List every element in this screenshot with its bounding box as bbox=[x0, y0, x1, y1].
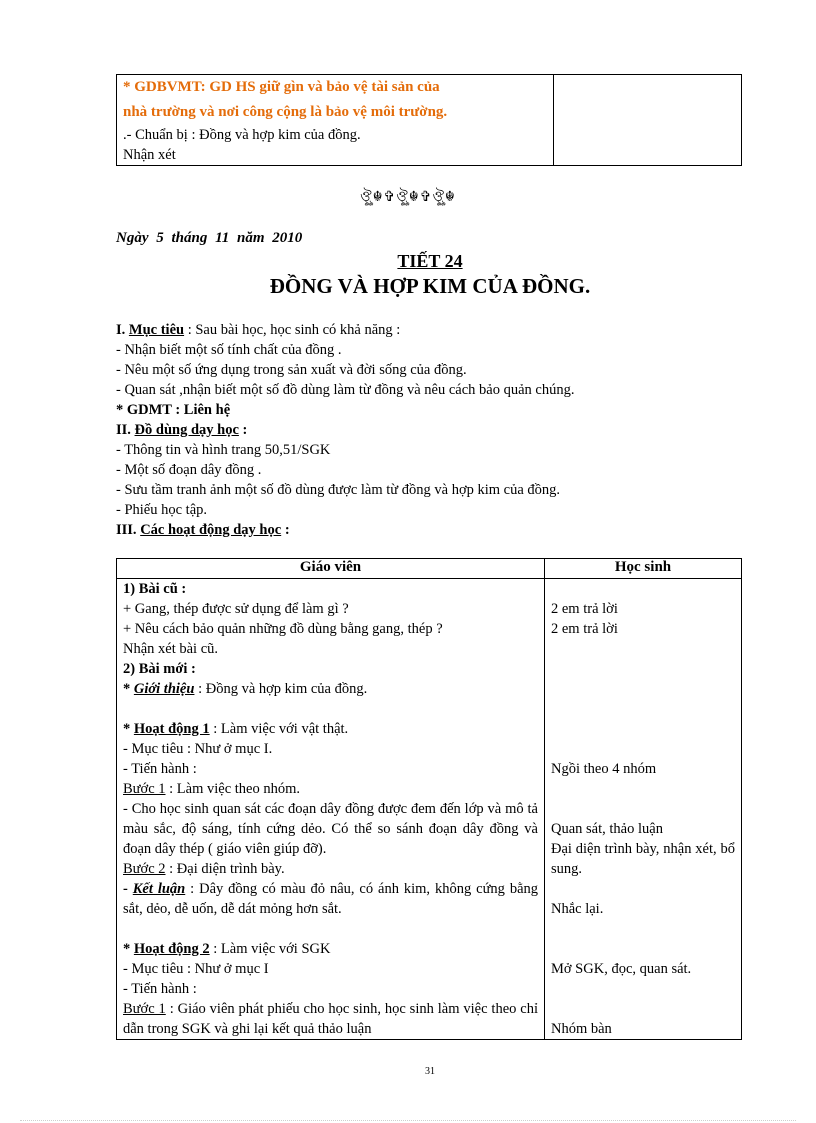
section-colon: : bbox=[284, 522, 290, 538]
section-activities-heading bbox=[116, 520, 756, 540]
section-title: Mục tiêu bbox=[128, 322, 185, 338]
student-line: Mở SGK, đọc, quan sát. bbox=[551, 961, 692, 977]
teacher-cell bbox=[117, 579, 545, 1040]
section-number: III. bbox=[116, 522, 137, 538]
lesson-body bbox=[116, 320, 756, 540]
teacher-column-header: Giáo viên bbox=[117, 559, 545, 579]
section-title: Các hoạt động dạy học bbox=[140, 522, 282, 538]
student-line: Đại diện trình bày, nhận xét, bổ sung. bbox=[551, 841, 735, 877]
new-lesson-heading: 2) Bài mới : bbox=[123, 661, 196, 677]
gdbvmt-line-1: * GDBVMT: GD HS giữ gìn và bảo vệ tài sản của bbox=[123, 79, 440, 95]
teacher-line: Nhận xét bài cũ. bbox=[123, 641, 219, 657]
ornament-divider: ঔৣ☬✞ঔৣ☬✞ঔৣ☬ bbox=[360, 190, 456, 205]
step-line: Bước 1 : Giáo viên phát phiếu cho học sinh, học sinh làm việc theo chỉ dẫn trong SGK và ghi lại kết quả thảo luận bbox=[123, 1001, 538, 1037]
section-objectives-heading bbox=[116, 320, 756, 340]
teacher-line: + Nêu cách bảo quản những đồ dùng bằng gang, thép ? bbox=[123, 621, 443, 637]
objective-item: - Quan sát ,nhận biết một số đồ dùng làm từ đồng và nêu cách bảo quản chúng. bbox=[116, 382, 575, 398]
section-intro: : Sau bài học, học sinh có khả năng : bbox=[187, 322, 401, 338]
lesson-number: TIẾT 24 bbox=[397, 251, 463, 271]
section-number: I. bbox=[116, 322, 126, 338]
student-line: Quan sát, thảo luận bbox=[551, 821, 663, 837]
teacher-line: - Cho học sinh quan sát các đoạn dây đồng được đem đến lớp và mô tả màu sắc, độ sáng, tính cứng dẻo. Có thể so sánh đoạn dây đồng và đoạn dây thép ( giáo viên giúp đỡ). bbox=[123, 801, 538, 857]
conclusion-line: - Kết luận : Dây đồng có màu đỏ nâu, có ánh kim, không cứng bằng sắt, dẻo, dễ uốn, dễ dát mỏng hơn sắt. bbox=[123, 881, 539, 917]
material-item: - Một số đoạn dây đồng . bbox=[116, 462, 262, 478]
page-number: 31 bbox=[425, 1066, 435, 1077]
lesson-title: ĐỒNG VÀ HỢP KIM CỦA ĐỒNG. bbox=[269, 274, 591, 298]
student-line: 2 em trả lời bbox=[551, 601, 618, 617]
objective-item: - Nêu một số ứng dụng trong sản xuất và đời sống của đồng. bbox=[116, 362, 467, 378]
section-number: II. bbox=[116, 422, 131, 438]
date-line: Ngày 5 tháng 11 năm 2010 bbox=[116, 230, 303, 246]
teacher-line: - Mục tiêu : Như ở mục I bbox=[123, 961, 269, 977]
review-line: Nhận xét bbox=[123, 147, 176, 163]
teacher-line: - Mục tiêu : Như ở mục I. bbox=[123, 741, 273, 757]
activity-2-heading: * Hoạt động 2 : Làm việc với SGK bbox=[123, 941, 331, 957]
table-row bbox=[117, 579, 742, 1040]
section-title: Đồ dùng dạy học bbox=[134, 422, 239, 438]
previous-lesson-right-cell bbox=[554, 75, 742, 166]
student-line: Ngồi theo 4 nhóm bbox=[551, 761, 657, 777]
prepare-line: .- Chuẩn bị : Đồng và hợp kim của đồng. bbox=[123, 127, 361, 143]
student-line: 2 em trả lời bbox=[551, 621, 618, 637]
student-line: Nhắc lại. bbox=[551, 901, 604, 917]
old-lesson-heading: 1) Bài cũ : bbox=[123, 581, 187, 597]
gdbvmt-note bbox=[123, 75, 547, 125]
student-cell bbox=[545, 579, 742, 1040]
section-materials-heading bbox=[116, 420, 756, 440]
student-column-header: Học sinh bbox=[545, 559, 742, 579]
activity-1-heading: * Hoạt động 1 : Làm việc với vật thật. bbox=[123, 721, 349, 737]
student-line: Nhóm bàn bbox=[551, 1021, 612, 1037]
teacher-line: + Gang, thép được sử dụng để làm gì ? bbox=[123, 601, 349, 617]
previous-lesson-table bbox=[116, 74, 742, 166]
previous-lesson-left-cell bbox=[117, 75, 554, 166]
gdbvmt-line-2: nhà trường và nơi công cộng là bảo vệ môi trường. bbox=[123, 104, 448, 120]
activities-table bbox=[116, 558, 742, 1040]
gdmt-note: * GDMT : Liên hệ bbox=[116, 402, 231, 418]
step-line: Bước 2 : Đại diện trình bày. bbox=[123, 861, 285, 877]
section-colon: : bbox=[242, 422, 248, 438]
material-item: - Sưu tầm tranh ảnh một số đồ dùng được làm từ đồng và hợp kim của đồng. bbox=[116, 482, 561, 498]
objective-item: - Nhận biết một số tính chất của đồng . bbox=[116, 342, 342, 358]
intro-line: * Giới thiệu : Đồng và hợp kim của đồng. bbox=[123, 681, 368, 697]
table-header-row bbox=[117, 559, 742, 579]
material-item: - Thông tin và hình trang 50,51/SGK bbox=[116, 442, 331, 458]
teacher-line: - Tiến hành : bbox=[123, 761, 197, 777]
material-item: - Phiếu học tập. bbox=[116, 502, 208, 518]
teacher-line: - Tiến hành : bbox=[123, 981, 197, 997]
step-line: Bước 1 : Làm việc theo nhóm. bbox=[123, 781, 301, 797]
page-bottom-border bbox=[20, 1120, 796, 1121]
